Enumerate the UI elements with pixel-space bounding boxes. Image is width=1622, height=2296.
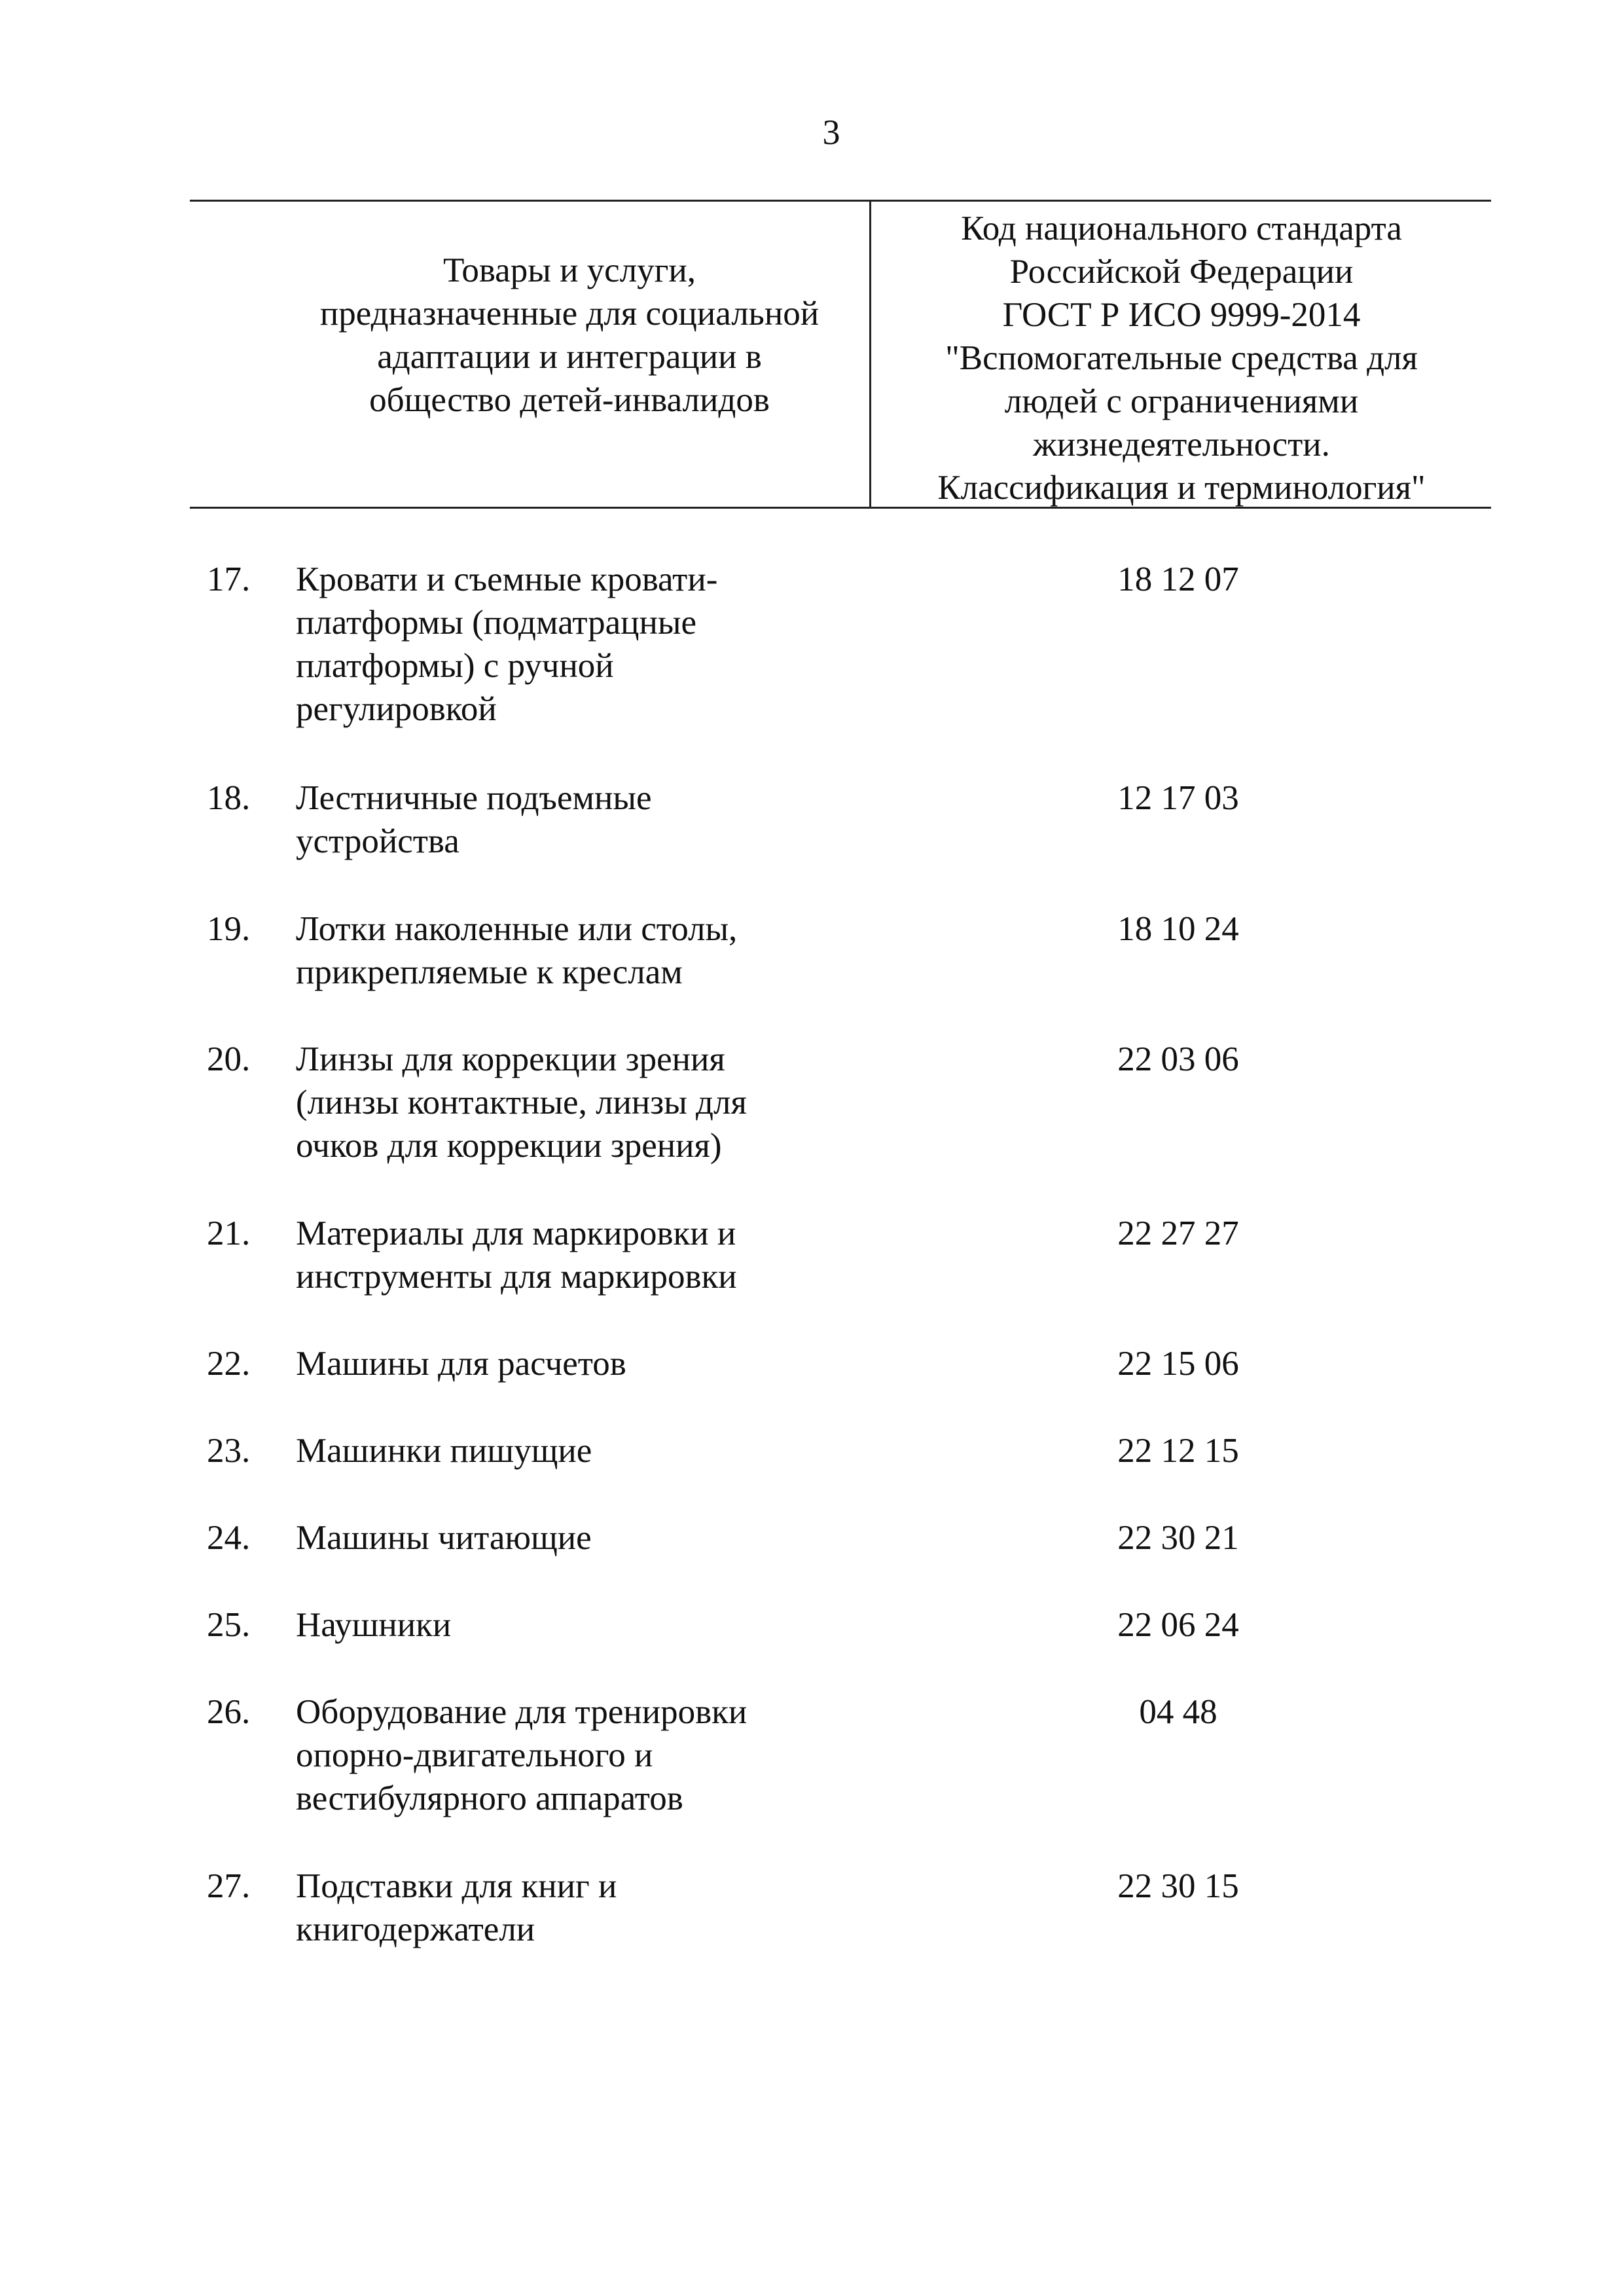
row-number: 17. [207,560,251,598]
row-item-name [296,558,885,731]
row-standard-code: 22 30 15 [1117,1867,1239,1905]
row-item-name-line: Линзы для коррекции зрения [296,1040,725,1078]
row-item-name [296,1865,885,1951]
header-column-divider [869,202,871,507]
row-item-name-line: вестибулярного аппаратов [296,1779,683,1817]
header-right-line: жизнедеятельности. [1033,426,1330,464]
header-left-line: Товары и услуги, [442,251,696,289]
page-number: 3 [822,113,840,152]
row-item-name-line: регулировкой [296,690,497,728]
header-left-line: предназначенные для социальной [319,295,820,333]
row-standard-code: 18 12 07 [1117,560,1239,598]
header-right-line: "Вспомогательные средства для [945,339,1418,377]
row-item-name-line: платформы) с ручной [296,647,614,685]
row-standard-code: 22 12 15 [1117,1432,1239,1470]
row-item-name [296,1690,885,1820]
row-standard-code: 22 06 24 [1117,1606,1239,1644]
header-left-line: адаптации и интеграции в [377,338,762,376]
row-item-name [296,1516,885,1559]
header-right-line: людей с ограничениями [1004,382,1359,420]
row-standard-code: 18 10 24 [1117,910,1239,948]
row-item-name-line: Оборудование для тренировки [296,1693,748,1731]
row-number: 24. [207,1519,251,1557]
row-item-name-line: Лотки наколенные или столы, [296,910,738,948]
row-standard-code: 22 27 27 [1117,1214,1239,1252]
row-item-name [296,776,885,863]
row-item-name-line: Подставки для книг и [296,1867,617,1905]
row-number: 23. [207,1432,251,1470]
row-item-name-line: Машины для расчетов [296,1345,626,1383]
row-item-name [296,907,885,994]
row-number: 25. [207,1606,251,1644]
row-number: 18. [207,779,251,817]
header-standard-code [880,207,1483,509]
row-item-name [296,1603,885,1647]
row-standard-code: 22 30 21 [1117,1519,1239,1557]
row-item-name-line: Наушники [296,1606,452,1644]
row-item-name-line: книгодержатели [296,1910,535,1948]
row-number: 27. [207,1867,251,1905]
row-item-name-line: Материалы для маркировки и [296,1214,736,1252]
row-item-name-line: прикрепляемые к креслам [296,953,683,991]
row-item-name-line: инструменты для маркировки [296,1258,737,1296]
row-number: 20. [207,1040,251,1078]
row-standard-code: 12 17 03 [1117,779,1239,817]
row-item-name [296,1212,885,1298]
row-item-name [296,1429,885,1472]
row-item-name-line: платформы (подматрацные [296,604,697,642]
row-item-name-line: очков для коррекции зрения) [296,1127,722,1165]
row-item-name-line: устройства [296,822,460,860]
row-number: 21. [207,1214,251,1252]
header-right-line: Классификация и терминология" [937,469,1426,507]
header-left-line: общество детей-инвалидов [369,381,770,419]
row-item-name-line: опорно-двигательного и [296,1736,653,1774]
row-item-name-line: Машины читающие [296,1519,592,1557]
row-number: 26. [207,1693,251,1731]
row-standard-code: 22 03 06 [1117,1040,1239,1078]
row-item-name-line: Кровати и съемные кровати- [296,560,718,598]
row-number: 19. [207,910,251,948]
header-right-line: Российской Федерации [1009,253,1354,291]
row-standard-code: 04 48 [1139,1693,1217,1731]
row-standard-code: 22 15 06 [1117,1345,1239,1383]
row-item-name-line: Машинки пишущие [296,1432,592,1470]
header-right-line: Код национального стандарта [961,210,1402,247]
row-number: 22. [207,1345,251,1383]
row-item-name [296,1342,885,1385]
row-item-name-line: Лестничные подъемные [296,779,652,817]
row-item-name [296,1038,885,1167]
row-item-name-line: (линзы контактные, линзы для [296,1084,747,1121]
header-right-line: ГОСТ Р ИСО 9999-2014 [1002,296,1361,334]
table-header [190,200,1491,509]
header-goods-and-services [275,249,864,422]
